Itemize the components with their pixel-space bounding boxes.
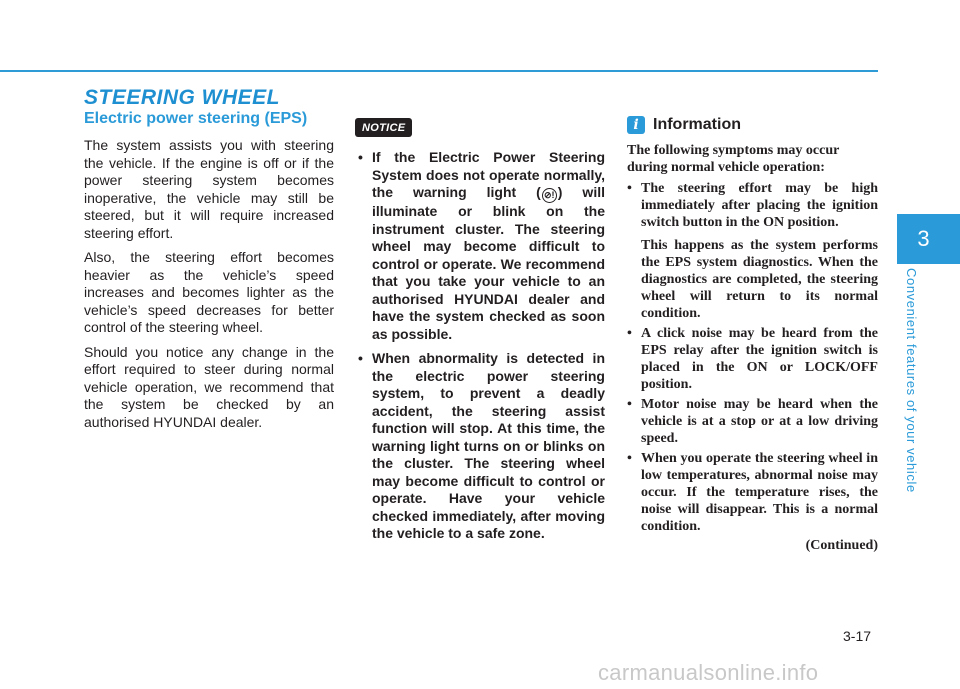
information-column bbox=[627, 116, 878, 554]
eps-warning-icon: ⊘! bbox=[542, 188, 557, 203]
notice-list bbox=[355, 149, 605, 543]
notice-bullet-1-text-b: ) will illuminate or blink on the instrument cluster. The steering wheel may become difficult to control or operate. We recommend that you take your vehicle to an authorised HYUNDAI dealer and have the system checked as soon as possible. bbox=[372, 184, 605, 342]
information-bullet-3: • Motor noise may be heard when the vehicle is at a stop or at a low driving speed. bbox=[627, 396, 878, 447]
chapter-number-tab: 3 bbox=[897, 214, 960, 264]
notice-bullet-1-text-a: If the Electric Power Steering System does not operate normally, the warning light ( bbox=[372, 149, 605, 200]
information-header bbox=[627, 116, 878, 134]
info-icon: i bbox=[627, 116, 645, 134]
chapter-title-vertical: Convenient features of your vehicle bbox=[904, 268, 919, 493]
watermark: carmanualsonline.info bbox=[598, 660, 819, 685]
page-number: 3-17 bbox=[843, 628, 872, 644]
information-intro: The following symptoms may occur during normal vehicle operation: bbox=[627, 143, 840, 175]
top-divider bbox=[0, 70, 878, 72]
information-bullet-1 bbox=[627, 180, 878, 322]
information-title: Information bbox=[653, 116, 741, 133]
information-bullet-1-text: The steering effort may be high immediately after placing the ignition switch button in the ON position. bbox=[641, 181, 878, 230]
information-bullet-2: • A click noise may be heard from the EPS relay after the ignition switch is placed in the ON or LOCK/OFF position. bbox=[627, 325, 878, 393]
notice-bullet-2: • When abnormality is detected in the electric power steering system, to prevent a deadly accident, the steering assist function will stop. At this time, the warning light turns on or blinks on the cluster. The steering wheel may become difficult to control or operate. Have your vehicle checked immediately, after moving the vehicle to a safe zone. bbox=[355, 350, 605, 543]
information-list bbox=[627, 180, 878, 535]
information-bullet-4: • When you operate the steering wheel in low temperatures, abnormal noise may occur. If the temperature rises, the noise will disappear. This is a normal condition. bbox=[627, 450, 878, 535]
continued-label: (Continued) bbox=[805, 538, 878, 553]
eps-paragraph-3: Should you notice any change in the effort required to steer during normal vehicle operation, we recommend that the system be checked by an authorised HYUNDAI dealer. bbox=[84, 343, 334, 430]
notice-column bbox=[355, 118, 605, 550]
eps-paragraph-1: The system assists you with steering the vehicle. If the engine is off or if the power steering system becomes inoperative, the vehicle may still be steered, but it will require increased steering effort. bbox=[84, 137, 334, 241]
left-column bbox=[84, 110, 334, 438]
information-bullet-1-subpara: This happens as the system performs the EPS system diagnostics. When the diagnostics are completed, the steering wheel will return to its normal condition. bbox=[641, 238, 878, 321]
eps-subheading: Electric power steering (EPS) bbox=[84, 110, 308, 127]
notice-badge: NOTICE bbox=[355, 118, 412, 137]
notice-bullet-1 bbox=[355, 149, 605, 343]
section-title: STEERING WHEEL bbox=[84, 86, 281, 109]
eps-paragraph-2: Also, the steering effort becomes heavier as the vehicle’s speed increases and becomes lighter as the vehicle’s speed decreases for better control of the steering wheel. bbox=[84, 249, 334, 335]
